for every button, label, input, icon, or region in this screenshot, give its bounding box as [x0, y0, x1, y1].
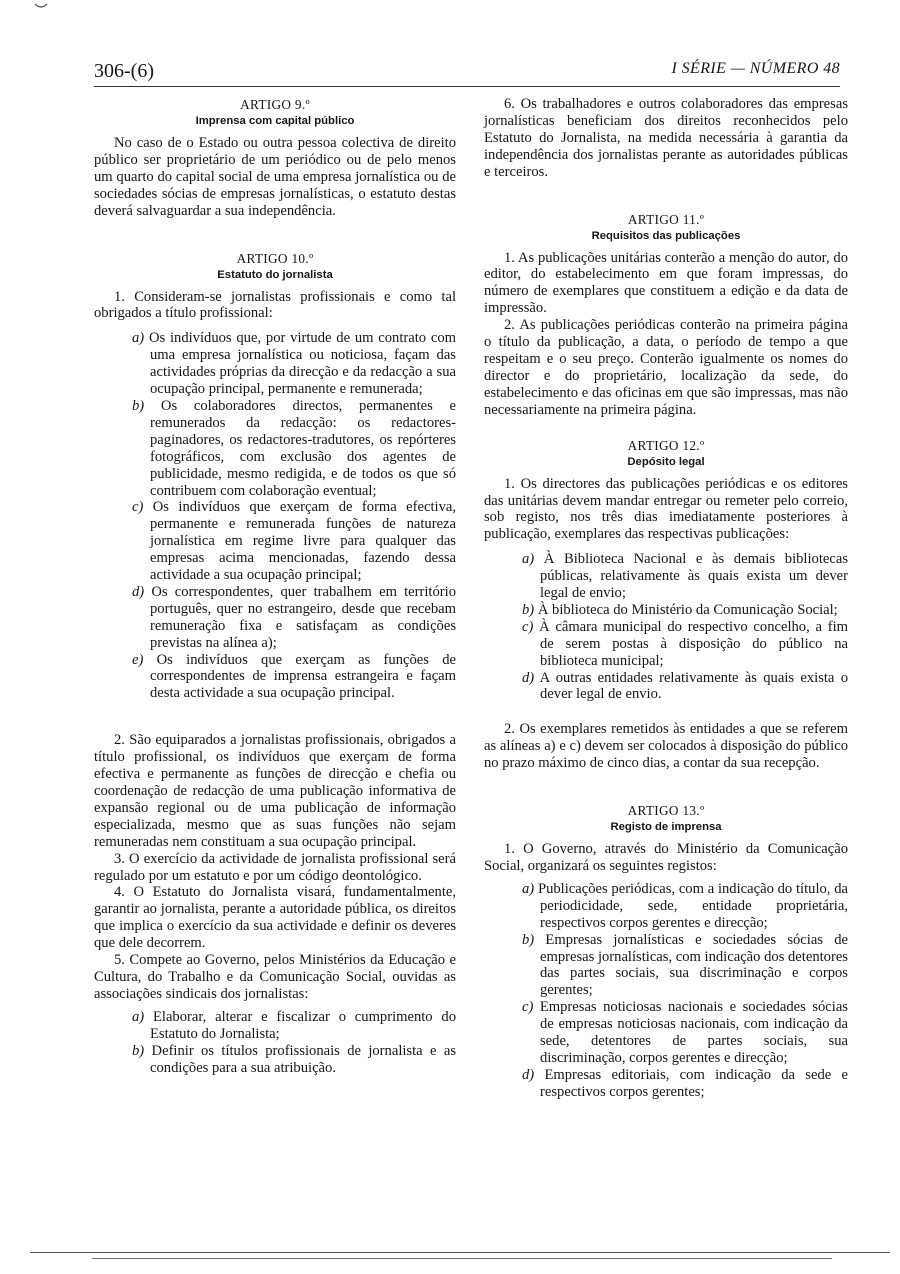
item-tag: c) — [522, 999, 534, 1016]
item-tag: c) — [132, 499, 144, 516]
item-tag: b) — [522, 931, 535, 948]
page-number: 306-(6) — [94, 60, 154, 82]
item-tag: b) — [522, 601, 535, 618]
list-item — [484, 1067, 848, 1101]
list-item — [94, 398, 456, 499]
item-text: Publicações periódicas, com a indicação do título, da periodicidade, sede, entidade proprietária, respectivos corpos gerentes e direcção; — [537, 880, 848, 931]
item-tag: b) — [132, 397, 145, 414]
article-13-title: Registo de imprensa — [610, 821, 722, 834]
list-item — [484, 932, 848, 1000]
item-tag: c) — [522, 618, 534, 635]
item-text: Os indivíduos que exerçam de forma efectiva, permanente e remunerada funções de natureza jornalística em regime livre para qualquer das empresas acima mencionadas, fazendo dessa actividade a sua ocupação principal; — [150, 499, 456, 584]
list-item — [484, 602, 848, 619]
running-header — [94, 58, 840, 86]
article-10-paragraph-5: 5. Compete ao Governo, pelos Ministérios da Educação e Cultura, do Trabalho e da Comunicação Social, ouvidas as associações sindicais dos jornalistas: — [94, 952, 456, 1002]
article-9-title: Imprensa com capital público — [195, 115, 355, 127]
item-text: Os indivíduos que exerçam as funções de correspondentes de imprensa estrangeira e façam desta actividade a sua ocupação principal. — [150, 651, 456, 702]
article-12-label: ARTIGO 12.º — [627, 437, 705, 453]
article-9-label: ARTIGO 9.º — [240, 97, 310, 112]
article-9-paragraph: No caso de o Estado ou outra pessoa colectiva de direito público ser proprietário de um periódico ou de pelo menos um quarto do capital social de uma empresa jornalística ou de sociedades sócias de empresas jornalísticas, o estatuto destas deverá salvaguardar a sua independência. — [94, 135, 456, 219]
article-12-title: Depósito legal — [627, 455, 705, 468]
item-text: Definir os títulos profissionais de jornalista e as condições para a sua atribuição. — [150, 1042, 457, 1076]
list-item — [484, 551, 848, 602]
item-tag: d) — [522, 1066, 535, 1083]
item-text: À câmara municipal do respectivo concelho, a fim de serem postas à disposição do público na biblioteca municipal; — [539, 618, 848, 669]
list-item — [484, 881, 848, 932]
article-10-title: Estatuto do jornalista — [217, 268, 333, 281]
item-text: Elaborar, alterar e fiscalizar o cumprimento do Estatuto do Jornalista; — [150, 1008, 457, 1042]
article-10-label: ARTIGO 10.º — [236, 250, 314, 266]
article-10-paragraph-1: 1. Consideram-se jornalistas profissionais e como tal obrigados a título profissional: — [94, 288, 456, 322]
item-tag: a) — [522, 880, 535, 897]
article-10-paragraph-6: 6. Os trabalhadores e outros colaboradores das empresas jornalísticas beneficiam dos direitos reconhecidos pelo Estatuto do Jornalista, na medida necessária à garantia da independência dos jornalistas perante as autoridades públicas e terceiros. — [484, 96, 848, 180]
article-13-paragraph-1: 1. O Governo, através do Ministério da Comunicação Social, organizará os seguintes registos: — [484, 841, 848, 874]
article-10-paragraph-2: 2. São equiparados a jornalistas profissionais, obrigados a título profissional, os indivíduos que exerçam de forma efectiva e permanente as funções de direcção e chefia ou coordenação de redacção de uma publicação informativa de expansão regional ou de uma publicação de informação especializada, mesmo que as suas funções não sejam remuneradas nem constituam a sua ocupação principal. — [94, 732, 456, 850]
list-item — [94, 584, 456, 652]
item-tag: a) — [132, 330, 145, 347]
item-tag: a) — [522, 551, 535, 568]
item-tag: e) — [132, 651, 144, 668]
article-11-paragraph-1: 1. As publicações unitárias conterão a menção do autor, do editor, do estabelecimento em que foram impressas, do número de exemplares que constituem a edição e da data de impressão. — [484, 249, 848, 317]
right-column — [484, 96, 848, 1101]
list-item — [94, 499, 456, 584]
list-item — [94, 1043, 456, 1077]
list-item — [484, 670, 848, 704]
article-12-paragraph-1: 1. Os directores das publicações periódicas e os editores das unitárias devem mandar entregar ou remeter pelo correio, sob registo, nos três dias imediatamente posteriores à publicação, exemplares das respectivas publicações: — [484, 475, 848, 543]
item-text: À biblioteca do Ministério da Comunicação Social; — [537, 601, 838, 618]
item-tag: d) — [522, 669, 535, 686]
header-rule — [94, 86, 840, 87]
article-12-paragraph-2: 2. Os exemplares remetidos às entidades a que se referem as alíneas a) e c) devem ser colocados à disposição do público no prazo máximo de cinco dias, a contar da sua recepção. — [484, 721, 848, 772]
item-tag: b) — [132, 1042, 145, 1059]
item-text: À Biblioteca Nacional e às demais bibliotecas públicas, relativamente às quais exista um dever legal de envio; — [540, 551, 848, 602]
item-text: Os indivíduos que, por virtude de um contrato com uma empresa jornalística ou noticiosa, façam das actividades próprias da direcção e da redacção a sua ocupação principal, permanente e remunerada; — [148, 330, 456, 398]
series-number: I SÉRIE — NÚMERO 48 — [671, 60, 840, 77]
item-text: A outras entidades relativamente às quais exista o dever legal de envio. — [539, 669, 848, 703]
article-10-paragraph-3: 3. O exercício da actividade de jornalista profissional será regulado por um estatuto e por um código deontológico. — [94, 850, 456, 884]
corner-mark-icon — [34, 2, 48, 10]
item-tag: d) — [132, 583, 145, 600]
article-11-title: Requisitos das publicações — [591, 229, 741, 242]
item-text: Os colaboradores directos, permanentes e remunerados da redacção: os redactores-paginadores, os redactores-tradutores, os repórteres fotográficos, com exclusão dos agentes de publicidade, mesmo redigida, e de todos os que só contribuem com colaboração eventual; — [150, 397, 456, 499]
item-tag: a) — [132, 1008, 145, 1025]
footer-rule — [30, 1252, 890, 1253]
article-10-paragraph-4: 4. O Estatuto do Jornalista visará, fundamentalmente, garantir ao jornalista, perante a autoridade pública, os direitos que implica o exercício da sua actividade e definir os deveres que dele decorrem. — [94, 884, 456, 952]
list-item — [484, 619, 848, 670]
item-text: Empresas jornalísticas e sociedades sócias de empresas jornalísticas, com indicação dos detentores das partes sociais, sua discriminação e corpos gerentes; — [540, 931, 848, 999]
item-text: Os correspondentes, quer trabalhem em território português, quer no estrangeiro, desde que recebam remuneração fixa e satisfaçam as condições previstas na alínea a); — [150, 583, 456, 651]
article-13-label: ARTIGO 13.º — [627, 803, 705, 819]
list-item — [94, 1009, 456, 1043]
item-text: Empresas editoriais, com indicação da sede e respectivos corpos gerentes; — [540, 1066, 848, 1100]
article-11-label: ARTIGO 11.º — [627, 211, 705, 227]
list-item — [94, 652, 456, 703]
left-column — [94, 96, 456, 1076]
article-11-paragraph-2: 2. As publicações periódicas conterão na primeira página o título da publicação, a data, o período de tempo a que respeitam e o seu preço. Conterão igualmente os nomes do director e do proprietário, localização da sede, do estabelecimento e das oficinas em que são impressas, mas não necessariamente na primeira página. — [484, 317, 848, 418]
footer-rule-inner — [92, 1258, 832, 1259]
list-item — [484, 999, 848, 1067]
item-text: Empresas noticiosas nacionais e sociedades sócias de empresas noticiosas nacionais, com indicação da sede, detentores de partes sociais, sua discriminação, corpos gerentes e direcção; — [539, 999, 848, 1066]
list-item — [94, 330, 456, 398]
